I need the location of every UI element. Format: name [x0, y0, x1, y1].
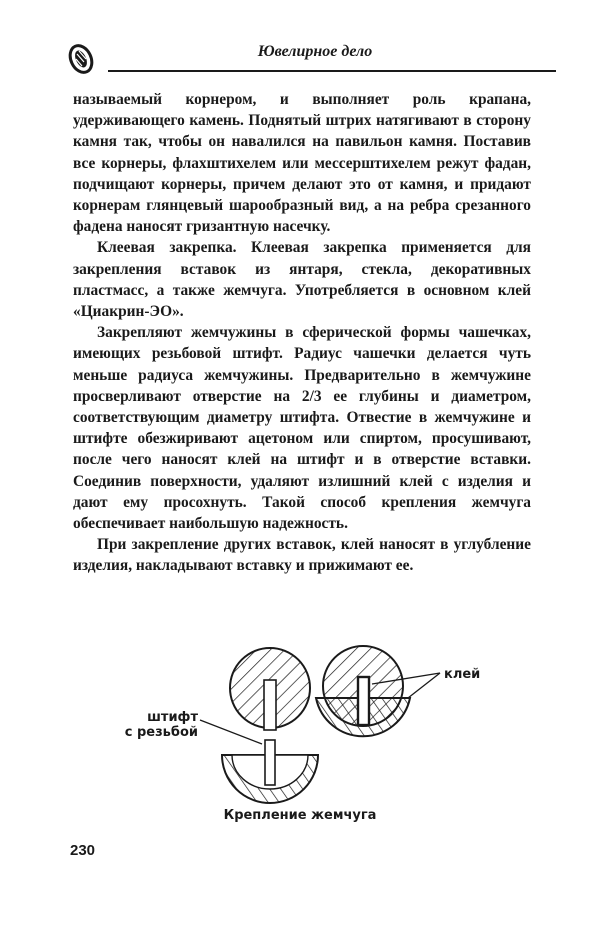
label-threaded-pin: штифт с резьбой [124, 710, 198, 740]
paragraph: называемый корнером, и выполняет роль крапана, удерживающего камень. Поднятый штрих натягивают в сторону камня так, чтобы он навалился на павильон камня. Поставив все корнеры, флахштихелем или мессерштихелем режут фадан, подчищают корнеры, причем делают это от камня, и придают корнерам глянцевый шарообразный вид, а на ребра срезанного фадена наносят гризантную насечку. [73, 91, 531, 236]
page-number: 230 [70, 842, 96, 859]
figure-caption: Крепление жемчуга [223, 808, 377, 823]
pearl-drilled [230, 648, 310, 730]
body-text [73, 89, 531, 577]
pearl-mounting-figure [110, 640, 510, 830]
paragraph: Клеевая закрепка. Клеевая закрепка применяется для закрепления вставок из янтаря, стекла, декоративных пластмасс, а также жемчуга. Употребляется в основном клей «Циакрин-ЭО». [73, 239, 531, 321]
paragraph: Закрепляют жемчужины в сферической формы чашечках, имеющих резьбовой штифт. Радиус чашечки делается чуть меньше радиуса жемчужины. Предварительно в жемчужине просверливают отверстие на 2/3 ее глубины и диаметром, соответствующим диаметру штифта. Отвестие в жемчужине и штифте обезжиривают ацетоном или спиртом, просушивают, после чего наносят клей на штифт и в отверстие вставки. Соединив поверхности, удаляют излишний клей с изделия и дают ему просохнуть. Такой способ крепления жемчуга обеспечивает наибольшую надежность. [73, 324, 531, 533]
pearl-assembled [316, 646, 410, 736]
running-header [60, 38, 570, 78]
paragraph: При закрепление других вставок, клей наносят в углубление изделия, накладывают вставку и прижимают ее. [73, 536, 531, 575]
header-rule [108, 70, 556, 72]
running-header-title: Ювелирное дело [257, 43, 373, 60]
cup-with-pin [222, 740, 318, 803]
label-glue: клей [444, 667, 481, 682]
